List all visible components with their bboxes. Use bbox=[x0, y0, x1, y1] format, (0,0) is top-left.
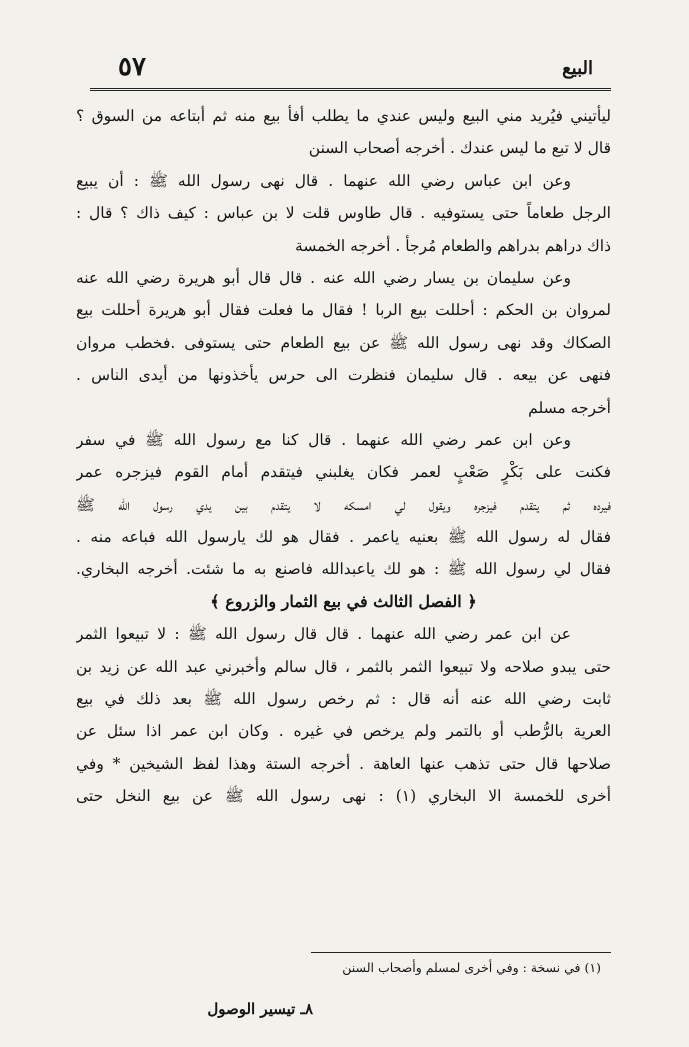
text-line: حتى يبدو صلاحه ولا تبيعوا الثمر بالثمر ، قال سالم وأخبرني عبد الله عن زيد بن bbox=[76, 657, 611, 676]
footnote: (١) في نسخة : وفي أخرى لمسلم وأصحاب السنن bbox=[342, 960, 601, 975]
text-line: فقال لي رسول الله ﷺ : هو لك ياعبدالله فاصنع به ما شئت. أخرجه البخاري. bbox=[76, 560, 611, 579]
text-line: فيرده ثم يتقدم فيزجره ويقول لي امسكه لا يتقدم بين يدي رسول الله ﷺ bbox=[76, 495, 611, 514]
signature-mark: ٨ـ تيسير الوصول bbox=[207, 1000, 313, 1018]
text-line: فكنت على بَكْرٍ صَعْبٍ لعمر فكان يغلبني فيتقدم أمام القوم فيزجره عمر bbox=[76, 463, 611, 482]
text-line: ليأتيني فيُريد مني البيع وليس عندي ما يطلب أفأ بيع منه ثم أبتاعه من السوق ؟ bbox=[76, 107, 611, 125]
text-line: الصكاك وقد نهى رسول الله ﷺ عن بيع الطعام حتى يستوفى .فخطب مروان bbox=[76, 333, 611, 352]
text-line: وعن ابن عباس رضي الله عنهما . قال نهى رسول الله ﷺ : أن يبيع bbox=[76, 171, 571, 190]
text-line: صلاحها قال حتى تذهب عنها العاهة . أخرجه الستة وهذا لفظ الشيخين * وفي bbox=[76, 754, 611, 773]
text-line: عن ابن عمر رضي الله عنهما . قال قال رسول الله ﷺ : لا تبيعوا الثمر bbox=[76, 625, 571, 644]
page-number: ٥٧ bbox=[118, 52, 146, 82]
text-line: أخرجه مسلم bbox=[528, 398, 611, 417]
text-line: ذاك دراهم بدراهم والطعام مُرجأ . أخرجه الخمسة bbox=[295, 236, 611, 255]
running-title: البيع bbox=[562, 58, 593, 79]
text-line: أخرى للخمسة الا البخاري (١) : نهى رسول الله ﷺ عن بيع النخل حتى bbox=[76, 787, 611, 806]
text-line: وعن ابن عمر رضي الله عنهما . قال كنا مع رسول الله ﷺ في سفر bbox=[76, 430, 571, 449]
text-line: العرية بالرُّطب أو بالتمر ولم يرخص في غيره . وكان ابن عمر اذا سئل عن bbox=[76, 722, 611, 741]
text-line: ثابت رضي الله عنه أنه قال : ثم رخص رسول الله ﷺ بعد ذلك في بيع bbox=[76, 690, 611, 709]
footnote-rule bbox=[311, 952, 611, 953]
text-line: فنهى عن بيعه . قال سليمان فنظرت الى حرس يأخذونها من أيدى الناس . bbox=[76, 366, 611, 385]
text-line: الرجل طعاماً حتى يستوفيه . قال طاوس قلت لا بن عباس : كيف ذاك ؟ قال : bbox=[76, 204, 611, 223]
text-line: فقال له رسول الله ﷺ بعنيه ياعمر . فقال هو لك يارسول الله فباعه منه . bbox=[76, 528, 611, 547]
text-line: قال لا تبع ما ليس عندك . أخرجه أصحاب السنن bbox=[308, 139, 611, 158]
text-line: لمروان بن الحكم : أحللت بيع الربا ! فقال ما فعلت فقال أبو هريرة أحللت بيع bbox=[76, 301, 611, 320]
text-line: وعن سليمان بن يسار رضي الله عنه . قال قال أبو هريرة رضي الله عنه bbox=[76, 268, 571, 287]
header-rule bbox=[90, 88, 611, 91]
section-heading: ﴿ الفصل الثالث في بيع الثمار والزروع ﴾ bbox=[210, 591, 477, 611]
page-header bbox=[112, 48, 593, 84]
body-text bbox=[76, 100, 611, 813]
